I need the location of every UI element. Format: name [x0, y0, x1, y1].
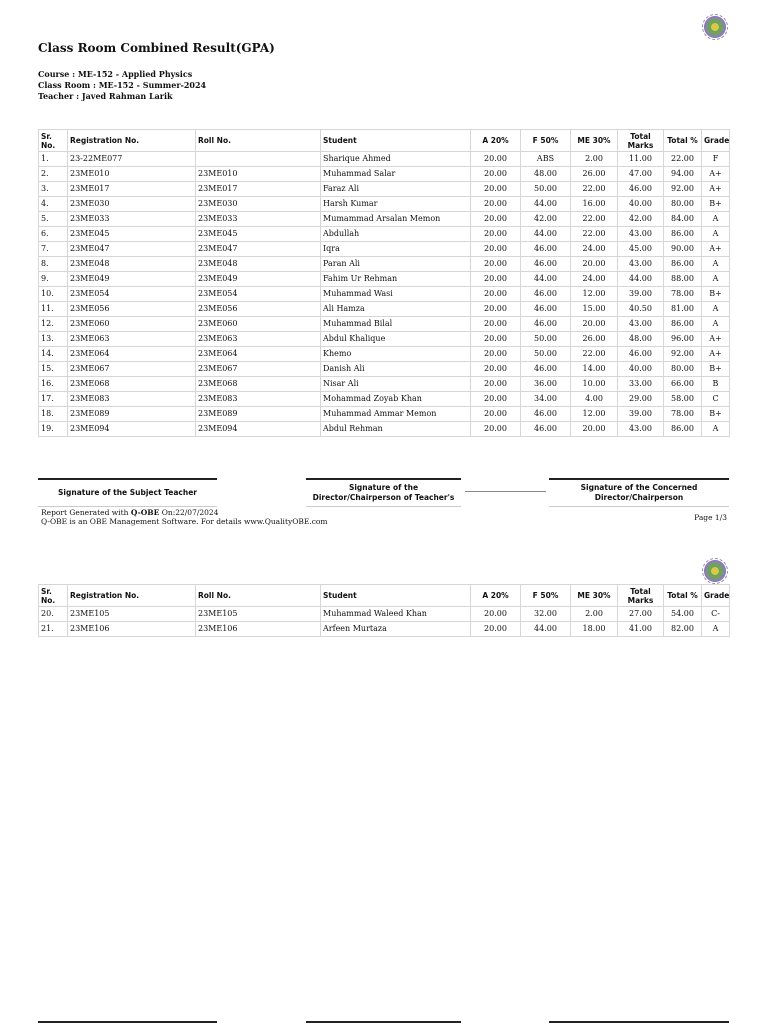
brand-name: Q-OBE [130, 508, 160, 517]
cell-total-marks: 42.00 [618, 212, 664, 227]
col-header-a: A 20% [471, 585, 521, 607]
results-body-page-2 [39, 607, 730, 637]
cell-registration: 23ME063 [68, 332, 196, 347]
cell-grade: A [702, 317, 730, 332]
cell-registration: 23ME105 [68, 607, 196, 622]
cell-registration: 23ME068 [68, 377, 196, 392]
director-teachers-signature [306, 478, 461, 507]
page-title: Class Room Combined Result(GPA) [38, 41, 275, 55]
cell-registration: 23ME033 [68, 212, 196, 227]
cell-me: 15.00 [571, 302, 618, 317]
cell-total-pct: 80.00 [664, 362, 702, 377]
cell-sr: 16. [39, 377, 68, 392]
cell-me: 22.00 [571, 212, 618, 227]
cell-total-pct: 86.00 [664, 227, 702, 242]
cell-grade: A [702, 257, 730, 272]
cell-total-marks: 48.00 [618, 332, 664, 347]
cell-f: 44.00 [521, 197, 571, 212]
cell-f: 44.00 [521, 227, 571, 242]
cell-student: Ali Hamza [321, 302, 471, 317]
cell-total-marks: 46.00 [618, 347, 664, 362]
cell-a: 20.00 [471, 377, 521, 392]
cell-sr: 12. [39, 317, 68, 332]
cell-sr: 19. [39, 422, 68, 437]
cell-registration: 23ME010 [68, 167, 196, 182]
cell-grade: A+ [702, 167, 730, 182]
cell-grade: A [702, 422, 730, 437]
cell-grade: A [702, 212, 730, 227]
col-header-total-pct: Total % [664, 130, 702, 152]
col-header-roll: Roll No. [196, 130, 321, 152]
cell-f: 42.00 [521, 212, 571, 227]
cell-f: 48.00 [521, 167, 571, 182]
signature-line [549, 1021, 729, 1023]
col-header-roll: Roll No. [196, 585, 321, 607]
cell-grade: C- [702, 607, 730, 622]
cell-grade: B+ [702, 407, 730, 422]
cell-sr: 21. [39, 622, 68, 637]
results-table-page-2 [38, 584, 730, 637]
cell-sr: 20. [39, 607, 68, 622]
cell-a: 20.00 [471, 212, 521, 227]
cell-registration: 23ME045 [68, 227, 196, 242]
cell-a: 20.00 [471, 332, 521, 347]
cell-me: 24.00 [571, 272, 618, 287]
cell-roll: 23ME010 [196, 167, 321, 182]
col-header-student: Student [321, 130, 471, 152]
cell-a: 20.00 [471, 392, 521, 407]
cell-roll: 23ME068 [196, 377, 321, 392]
cell-f: ABS [521, 152, 571, 167]
cell-total-pct: 86.00 [664, 422, 702, 437]
cell-sr: 18. [39, 407, 68, 422]
report-meta [38, 69, 206, 102]
table-row [39, 622, 730, 637]
cell-grade: A [702, 227, 730, 242]
cell-me: 26.00 [571, 167, 618, 182]
cell-total-marks: 39.00 [618, 287, 664, 302]
cell-registration: 23-22ME077 [68, 152, 196, 167]
cell-roll: 23ME054 [196, 287, 321, 302]
cell-total-pct: 66.00 [664, 377, 702, 392]
col-header-a: A 20% [471, 130, 521, 152]
cell-a: 20.00 [471, 317, 521, 332]
cell-sr: 17. [39, 392, 68, 407]
cell-a: 20.00 [471, 622, 521, 637]
table-row [39, 152, 730, 167]
cell-grade: A+ [702, 182, 730, 197]
cell-student: Muhammad Salar [321, 167, 471, 182]
subject-teacher-signature [38, 478, 217, 507]
cell-total-pct: 90.00 [664, 242, 702, 257]
col-header-f: F 50% [521, 130, 571, 152]
cell-student: Paran Ali [321, 257, 471, 272]
cell-a: 20.00 [471, 197, 521, 212]
cell-a: 20.00 [471, 607, 521, 622]
cell-student: Khemo [321, 347, 471, 362]
cell-roll: 23ME105 [196, 607, 321, 622]
cell-student: Abdul Khalique [321, 332, 471, 347]
cell-me: 18.00 [571, 622, 618, 637]
cell-student: Fahim Ur Rehman [321, 272, 471, 287]
cell-a: 20.00 [471, 242, 521, 257]
cell-total-marks: 33.00 [618, 377, 664, 392]
generated-prefix: Report Generated with [41, 508, 131, 517]
cell-sr: 1. [39, 152, 68, 167]
cell-me: 2.00 [571, 152, 618, 167]
cell-registration: 23ME049 [68, 272, 196, 287]
cell-student: Mumammad Arsalan Memon [321, 212, 471, 227]
cell-me: 22.00 [571, 182, 618, 197]
col-header-total-marks: Total Marks [618, 585, 664, 607]
cell-grade: A [702, 622, 730, 637]
cell-f: 34.00 [521, 392, 571, 407]
col-header-grade: Grade [702, 585, 730, 607]
cell-student: Muhammad Wasi [321, 287, 471, 302]
cell-student: Arfeen Murtaza [321, 622, 471, 637]
cell-student: Iqra [321, 242, 471, 257]
cell-total-marks: 43.00 [618, 227, 664, 242]
cell-grade: C [702, 392, 730, 407]
cell-total-marks: 45.00 [618, 242, 664, 257]
cell-total-pct: 78.00 [664, 407, 702, 422]
cell-total-pct: 94.00 [664, 167, 702, 182]
page-number: Page 1/3 [694, 513, 727, 522]
cell-grade: A [702, 272, 730, 287]
cell-total-pct: 82.00 [664, 622, 702, 637]
table-row [39, 287, 730, 302]
cell-student: Abdul Rehman [321, 422, 471, 437]
report-footer [41, 508, 328, 526]
cell-me: 14.00 [571, 362, 618, 377]
col-header-f: F 50% [521, 585, 571, 607]
cell-total-marks: 40.50 [618, 302, 664, 317]
cell-grade: B+ [702, 362, 730, 377]
cell-registration: 23ME060 [68, 317, 196, 332]
cell-f: 46.00 [521, 302, 571, 317]
cell-roll: 23ME030 [196, 197, 321, 212]
institution-seal-icon [702, 14, 728, 40]
cell-a: 20.00 [471, 287, 521, 302]
cell-registration: 23ME064 [68, 347, 196, 362]
cell-sr: 5. [39, 212, 68, 227]
cell-roll: 23ME048 [196, 257, 321, 272]
table-header-row [39, 130, 730, 152]
table-row [39, 422, 730, 437]
col-header-me: ME 30% [571, 585, 618, 607]
cell-f: 32.00 [521, 607, 571, 622]
cell-total-pct: 88.00 [664, 272, 702, 287]
cell-total-pct: 58.00 [664, 392, 702, 407]
generated-date: On:22/07/2024 [159, 508, 219, 517]
cell-grade: A+ [702, 347, 730, 362]
cell-me: 22.00 [571, 227, 618, 242]
cell-roll: 23ME063 [196, 332, 321, 347]
cell-roll: 23ME089 [196, 407, 321, 422]
cell-f: 44.00 [521, 272, 571, 287]
cell-me: 20.00 [571, 257, 618, 272]
signature-divider [465, 491, 546, 492]
cell-student: Muhammad Bilal [321, 317, 471, 332]
institution-seal-icon [702, 558, 728, 584]
table-row [39, 272, 730, 287]
cell-f: 46.00 [521, 287, 571, 302]
signature-line [38, 1021, 217, 1023]
cell-a: 20.00 [471, 302, 521, 317]
cell-total-marks: 40.00 [618, 197, 664, 212]
cell-roll: 23ME064 [196, 347, 321, 362]
table-row [39, 362, 730, 377]
subject-teacher-signature-label: Signature of the Subject Teacher [58, 488, 197, 497]
cell-total-pct: 84.00 [664, 212, 702, 227]
cell-sr: 7. [39, 242, 68, 257]
cell-f: 46.00 [521, 422, 571, 437]
cell-me: 24.00 [571, 242, 618, 257]
cell-me: 16.00 [571, 197, 618, 212]
cell-me: 20.00 [571, 422, 618, 437]
table-row [39, 257, 730, 272]
footer-tagline: Q-OBE is an OBE Management Software. For details www.QualityOBE.com [41, 517, 328, 526]
cell-registration: 23ME094 [68, 422, 196, 437]
cell-f: 46.00 [521, 362, 571, 377]
course-info: Course : ME-152 - Applied Physics [38, 69, 193, 79]
cell-grade: A+ [702, 242, 730, 257]
col-header-registration: Registration No. [68, 130, 196, 152]
cell-total-marks: 43.00 [618, 317, 664, 332]
cell-total-marks: 44.00 [618, 272, 664, 287]
cell-me: 26.00 [571, 332, 618, 347]
cell-total-marks: 39.00 [618, 407, 664, 422]
cell-roll: 23ME083 [196, 392, 321, 407]
signature-block [38, 478, 729, 505]
cell-student: Nisar Ali [321, 377, 471, 392]
cell-student: Muhammad Waleed Khan [321, 607, 471, 622]
cell-f: 36.00 [521, 377, 571, 392]
teacher-info: Teacher : Javed Rahman Larik [38, 91, 173, 101]
cell-grade: B+ [702, 197, 730, 212]
table-row [39, 347, 730, 362]
cell-sr: 6. [39, 227, 68, 242]
cell-me: 22.00 [571, 347, 618, 362]
cell-a: 20.00 [471, 167, 521, 182]
cell-student: Abdullah [321, 227, 471, 242]
cell-registration: 23ME017 [68, 182, 196, 197]
cell-me: 12.00 [571, 287, 618, 302]
cell-total-marks: 41.00 [618, 622, 664, 637]
cell-me: 12.00 [571, 407, 618, 422]
cell-roll: 23ME106 [196, 622, 321, 637]
cell-registration: 23ME030 [68, 197, 196, 212]
cell-total-pct: 54.00 [664, 607, 702, 622]
col-header-me: ME 30% [571, 130, 618, 152]
cell-f: 44.00 [521, 622, 571, 637]
cell-me: 10.00 [571, 377, 618, 392]
cell-sr: 14. [39, 347, 68, 362]
cell-sr: 4. [39, 197, 68, 212]
cell-student: Faraz Ali [321, 182, 471, 197]
table-row [39, 607, 730, 622]
cell-student: Danish Ali [321, 362, 471, 377]
cell-student: Harsh Kumar [321, 197, 471, 212]
cell-grade: B [702, 377, 730, 392]
cell-grade: F [702, 152, 730, 167]
cell-total-pct: 86.00 [664, 257, 702, 272]
cell-a: 20.00 [471, 407, 521, 422]
cell-a: 20.00 [471, 362, 521, 377]
cell-student: Mohammad Zoyab Khan [321, 392, 471, 407]
cell-total-marks: 43.00 [618, 257, 664, 272]
cell-f: 46.00 [521, 407, 571, 422]
cell-total-pct: 86.00 [664, 317, 702, 332]
cell-sr: 11. [39, 302, 68, 317]
cell-registration: 23ME089 [68, 407, 196, 422]
cell-roll: 23ME067 [196, 362, 321, 377]
generated-line [41, 508, 328, 517]
cell-sr: 9. [39, 272, 68, 287]
table-row [39, 302, 730, 317]
cell-grade: A+ [702, 332, 730, 347]
col-header-total-pct: Total % [664, 585, 702, 607]
cell-total-pct: 92.00 [664, 182, 702, 197]
cell-roll: 23ME056 [196, 302, 321, 317]
cell-f: 46.00 [521, 257, 571, 272]
cell-total-marks: 47.00 [618, 167, 664, 182]
cell-roll: 23ME033 [196, 212, 321, 227]
col-header-sr: Sr. No. [39, 585, 68, 607]
cell-roll: 23ME017 [196, 182, 321, 197]
cell-grade: A [702, 302, 730, 317]
table-row [39, 392, 730, 407]
col-header-sr: Sr. No. [39, 130, 68, 152]
cell-roll [196, 152, 321, 167]
cell-total-marks: 43.00 [618, 422, 664, 437]
cell-a: 20.00 [471, 152, 521, 167]
table-row [39, 242, 730, 257]
cell-me: 2.00 [571, 607, 618, 622]
cell-total-marks: 46.00 [618, 182, 664, 197]
cell-registration: 23ME067 [68, 362, 196, 377]
cell-a: 20.00 [471, 347, 521, 362]
table-row [39, 377, 730, 392]
col-header-total-marks: Total Marks [618, 130, 664, 152]
cell-sr: 3. [39, 182, 68, 197]
cell-sr: 15. [39, 362, 68, 377]
table-row [39, 212, 730, 227]
cell-a: 20.00 [471, 257, 521, 272]
cell-total-pct: 80.00 [664, 197, 702, 212]
cell-roll: 23ME047 [196, 242, 321, 257]
cell-registration: 23ME048 [68, 257, 196, 272]
cell-f: 50.00 [521, 182, 571, 197]
col-header-grade: Grade [702, 130, 730, 152]
cell-a: 20.00 [471, 272, 521, 287]
cell-a: 20.00 [471, 422, 521, 437]
cell-registration: 23ME054 [68, 287, 196, 302]
cell-sr: 10. [39, 287, 68, 302]
cell-f: 46.00 [521, 242, 571, 257]
cell-total-pct: 81.00 [664, 302, 702, 317]
table-row [39, 332, 730, 347]
cell-roll: 23ME094 [196, 422, 321, 437]
col-header-student: Student [321, 585, 471, 607]
table-header-row [39, 585, 730, 607]
classroom-info: Class Room : ME-152 - Summer-2024 [38, 80, 207, 90]
table-row [39, 407, 730, 422]
cell-me: 20.00 [571, 317, 618, 332]
cell-sr: 13. [39, 332, 68, 347]
cell-total-pct: 92.00 [664, 347, 702, 362]
cell-registration: 23ME056 [68, 302, 196, 317]
cell-sr: 8. [39, 257, 68, 272]
signature-line [306, 1021, 461, 1023]
col-header-registration: Registration No. [68, 585, 196, 607]
cell-total-marks: 11.00 [618, 152, 664, 167]
cell-total-marks: 27.00 [618, 607, 664, 622]
cell-roll: 23ME049 [196, 272, 321, 287]
cell-f: 50.00 [521, 332, 571, 347]
cell-a: 20.00 [471, 227, 521, 242]
concerned-director-signature [549, 478, 729, 507]
cell-registration: 23ME047 [68, 242, 196, 257]
cell-a: 20.00 [471, 182, 521, 197]
table-row [39, 167, 730, 182]
results-body-page-1 [39, 152, 730, 437]
table-row [39, 227, 730, 242]
cell-roll: 23ME060 [196, 317, 321, 332]
cell-grade: B+ [702, 287, 730, 302]
cell-total-pct: 22.00 [664, 152, 702, 167]
cell-total-marks: 40.00 [618, 362, 664, 377]
cell-student: Sharique Ahmed [321, 152, 471, 167]
cell-registration: 23ME106 [68, 622, 196, 637]
cell-roll: 23ME045 [196, 227, 321, 242]
cell-total-marks: 29.00 [618, 392, 664, 407]
cell-me: 4.00 [571, 392, 618, 407]
cell-student: Muhammad Ammar Memon [321, 407, 471, 422]
director-teachers-signature-label: Signature of the Director/Chairperson of Teacher's [312, 483, 455, 502]
table-row [39, 317, 730, 332]
results-table-page-1 [38, 129, 730, 437]
table-row [39, 182, 730, 197]
cell-f: 46.00 [521, 317, 571, 332]
concerned-director-signature-label: Signature of the Concerned Director/Chairperson [580, 483, 698, 502]
cell-registration: 23ME083 [68, 392, 196, 407]
cell-total-pct: 96.00 [664, 332, 702, 347]
cell-total-pct: 78.00 [664, 287, 702, 302]
cell-sr: 2. [39, 167, 68, 182]
table-row [39, 197, 730, 212]
cell-f: 50.00 [521, 347, 571, 362]
